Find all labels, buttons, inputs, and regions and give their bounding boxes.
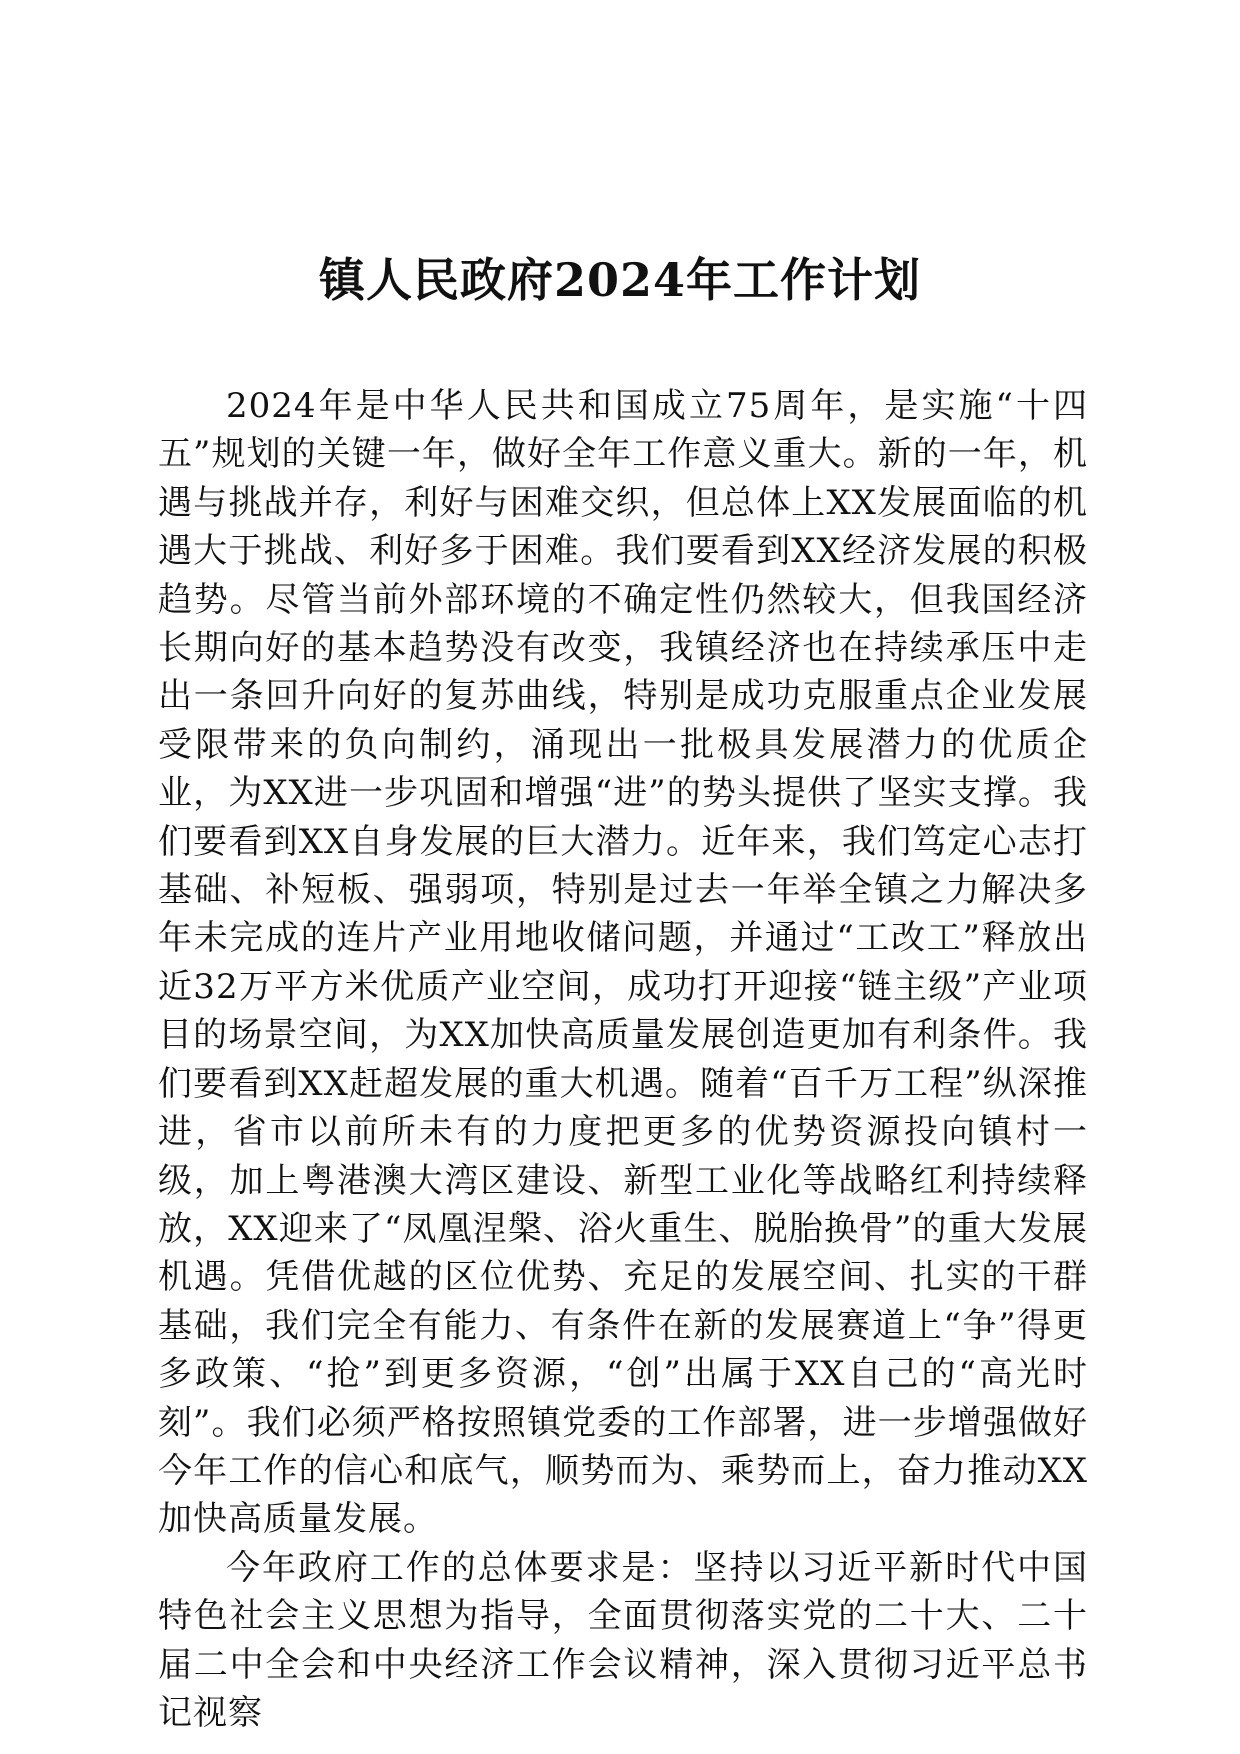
- document-title: 镇人民政府2024年工作计划: [318, 253, 922, 307]
- document-body: [158, 382, 1088, 1737]
- paragraph-1: 2024年是中华人民共和国成立75周年，是实施“十四五”规划的关键一年，做好全年工作意义重大。新的一年，机遇与挑战并存，利好与困难交织，但总体上XX发展面临的机遇大于挑战、利好多于困难。我们要看到XX经济发展的积极趋势。尽管当前外部环境的不确定性仍然较大，但我国经济长期向好的基本趋势没有改变，我镇经济也在持续承压中走出一条回升向好的复苏曲线，特别是成功克服重点企业发展受限带来的负向制约，涌现出一批极具发展潜力的优质企业，为XX进一步巩固和增强“进”的势头提供了坚实支撑。我们要看到XX自身发展的巨大潜力。近年来，我们笃定心志打基础、补短板、强弱项，特别是过去一年举全镇之力解决多年未完成的连片产业用地收储问题，并通过“工改工”释放出近32万平方米优质产业空间，成功打开迎接“链主级”产业项目的场景空间，为XX加快高质量发展创造更加有利条件。我们要看到XX赶超发展的重大机遇。随着“百千万工程”纵深推进，省市以前所未有的力度把更多的优势资源投向镇村一级，加上粤港澳大湾区建设、新型工业化等战略红利持续释放，XX迎来了“凤凰涅槃、浴火重生、脱胎换骨”的重大发展机遇。凭借优越的区位优势、充足的发展空间、扎实的干群基础，我们完全有能力、有条件在新的发展赛道上“争”得更多政策、“抢”到更多资源，“创”出属于XX自己的“高光时刻”。我们必须严格按照镇党委的工作部署，进一步增强做好今年工作的信心和底气，顺势而为、乘势而上，奋力推动XX加快高质量发展。: [158, 386, 1088, 1540]
- paragraph-2: 今年政府工作的总体要求是：坚持以习近平新时代中国特色社会主义思想为指导，全面贯彻落实党的二十大、二十届二中全会和中央经济工作会议精神，深入贯彻习近平总书记视察: [158, 1547, 1088, 1733]
